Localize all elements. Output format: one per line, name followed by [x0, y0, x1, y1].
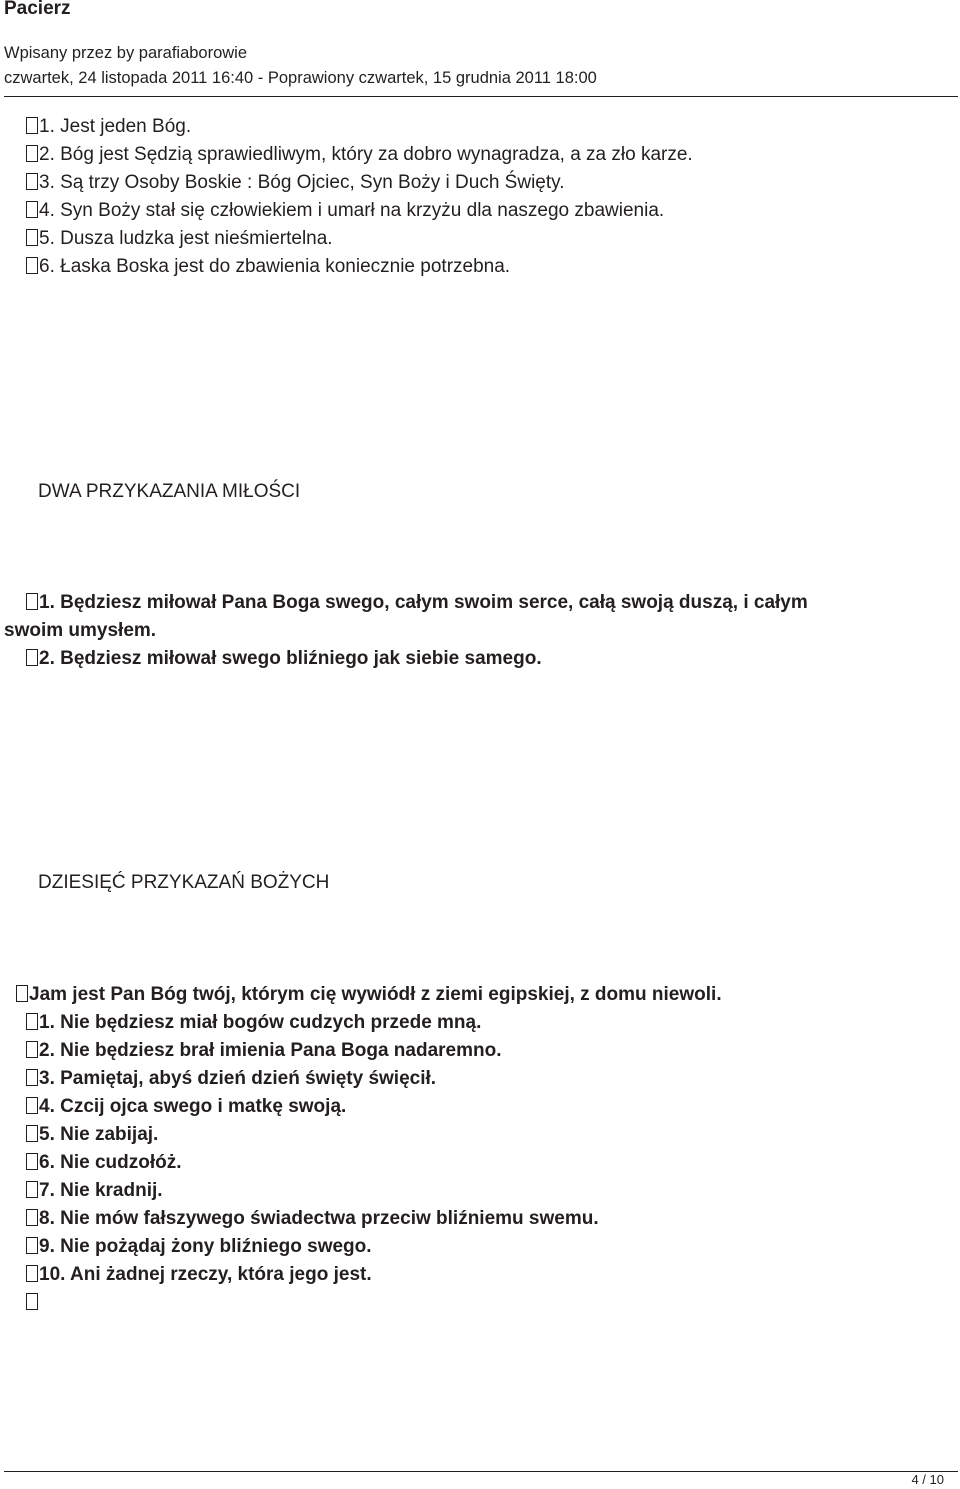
- truth-item: 2. Bóg jest Sędzią sprawiedliwym, który za dobro wynagradza, a za zło karze.: [4, 141, 956, 169]
- love-commandment-item: 2. Będziesz miłował swego bliźniego jak siebie samego.: [4, 645, 956, 673]
- dates-line: czwartek, 24 listopada 2011 16:40 - Poprawiony czwartek, 15 grudnia 2011 18:00: [4, 69, 597, 87]
- missing-glyph-icon: [26, 1013, 38, 1030]
- commandment-item: 9. Nie pożądaj żony bliźniego swego.: [4, 1233, 956, 1261]
- missing-glyph-icon: [26, 257, 38, 274]
- commandment-item: 8. Nie mów fałszywego świadectwa przeciw bliźniemu swemu.: [4, 1205, 956, 1233]
- commandment-item: 3. Pamiętaj, abyś dzień dzień święty święcił.: [4, 1065, 956, 1093]
- missing-glyph-icon: [26, 649, 38, 666]
- trailing-glyph: [4, 1289, 956, 1317]
- commandment-item: 4. Czcij ojca swego i matkę swoją.: [4, 1093, 956, 1121]
- commandment-item: 1. Nie będziesz miał bogów cudzych przede mną.: [4, 1009, 956, 1037]
- missing-glyph-icon: [26, 145, 38, 162]
- missing-glyph-icon: [26, 229, 38, 246]
- missing-glyph-icon: [26, 1125, 38, 1142]
- commandment-item: 10. Ani żadnej rzeczy, która jego jest.: [4, 1261, 956, 1289]
- love-commandment-item: 1. Będziesz miłował Pana Boga swego, całym swoim serce, całą swoją duszą, i całym: [4, 589, 956, 617]
- missing-glyph-icon: [26, 1265, 38, 1282]
- love-commandments-heading: DWA PRZYKAZANIA MIŁOŚCI: [38, 481, 301, 502]
- missing-glyph-icon: [26, 1041, 38, 1058]
- missing-glyph-icon: [26, 173, 38, 190]
- commandment-item: 6. Nie cudzołóż.: [4, 1149, 956, 1177]
- commandment-item: 7. Nie kradnij.: [4, 1177, 956, 1205]
- truth-item: 4. Syn Boży stał się człowiekiem i umarł na krzyżu dla naszego zbawienia.: [4, 197, 956, 225]
- commandments-intro: Jam jest Pan Bóg twój, którym cię wywiódł z ziemi egipskiej, z domu niewoli.: [4, 981, 956, 1009]
- ten-commandments-heading: DZIESIĘĆ PRZYKAZAŃ BOŻYCH: [38, 872, 330, 893]
- missing-glyph-icon: [26, 1153, 38, 1170]
- footer-divider: [4, 1471, 958, 1472]
- page-title: Pacierz: [4, 0, 71, 19]
- missing-glyph-icon: [26, 1069, 38, 1086]
- header-divider: [4, 96, 958, 97]
- truth-item: 6. Łaska Boska jest do zbawienia koniecznie potrzebna.: [4, 253, 956, 281]
- missing-glyph-icon: [26, 593, 38, 610]
- page-number: 4 / 10: [911, 1472, 944, 1487]
- truth-item: 5. Dusza ludzka jest nieśmiertelna.: [4, 225, 956, 253]
- missing-glyph-icon: [26, 1209, 38, 1226]
- missing-glyph-icon: [26, 117, 38, 134]
- truth-item: 3. Są trzy Osoby Boskie : Bóg Ojciec, Syn Boży i Duch Święty.: [4, 169, 956, 197]
- missing-glyph-icon: [26, 1181, 38, 1198]
- missing-glyph-icon: [26, 1237, 38, 1254]
- truth-item: 1. Jest jeden Bóg.: [4, 113, 956, 141]
- missing-glyph-icon: [26, 201, 38, 218]
- commandment-item: 2. Nie będziesz brał imienia Pana Boga nadaremno.: [4, 1037, 956, 1065]
- love-commandment-item-continued: swoim umysłem.: [4, 620, 157, 641]
- author-line: Wpisany przez by parafiaborowie: [4, 44, 248, 62]
- missing-glyph-icon: [26, 1097, 38, 1114]
- commandment-item: 5. Nie zabijaj.: [4, 1121, 956, 1149]
- missing-glyph-icon: [16, 985, 28, 1002]
- missing-glyph-icon: [26, 1293, 38, 1310]
